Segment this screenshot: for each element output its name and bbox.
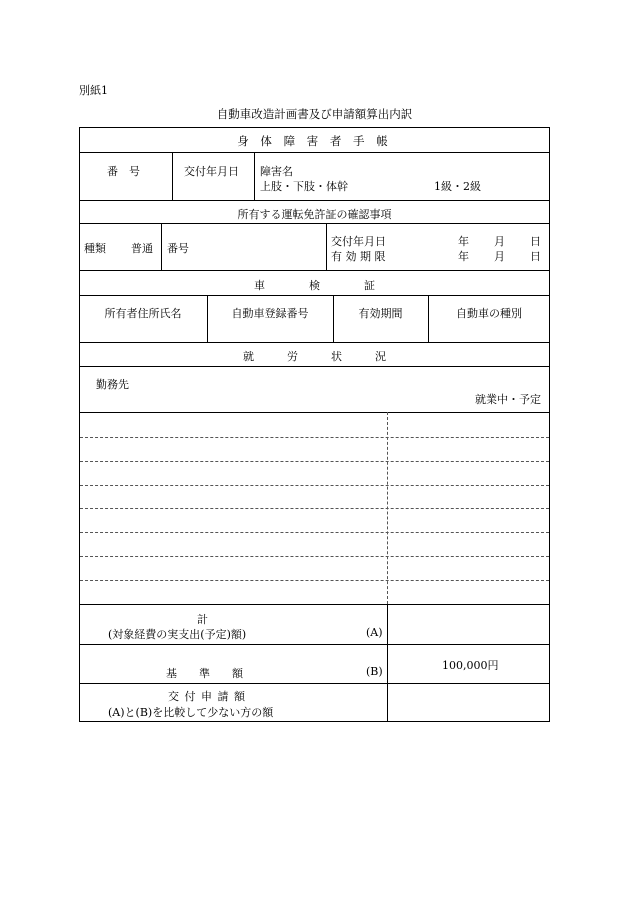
document-title: 自動車改造計画書及び申請額算出内訳 xyxy=(216,107,413,121)
license-type-value: 普通 xyxy=(131,242,153,255)
issue-day-unit: 日 xyxy=(530,235,541,248)
disability-grade: 1級・2級 xyxy=(434,180,481,193)
divider xyxy=(79,366,550,367)
workplace-label: 勤務先 xyxy=(96,378,129,391)
disability-heading: 身 体 障 害 者 手 帳 xyxy=(237,134,392,148)
divider xyxy=(79,683,550,684)
row-line xyxy=(80,508,549,509)
divider xyxy=(387,604,388,722)
divider xyxy=(79,412,550,413)
standard-label: 基 準 額 xyxy=(166,667,243,680)
row-line xyxy=(80,532,549,533)
license-issue-date-label: 交付年月日 xyxy=(331,235,386,248)
owner-label: 所有者住所氏名 xyxy=(104,307,182,320)
divider xyxy=(79,342,550,343)
divider xyxy=(254,152,255,200)
row-line xyxy=(80,485,549,486)
inspection-validity-label: 有効期間 xyxy=(358,307,403,320)
inspection-heading: 車 検 証 xyxy=(254,279,375,292)
divider xyxy=(79,152,550,153)
divider xyxy=(79,270,550,271)
grant-label: 交 付 申 請 額 xyxy=(168,690,246,703)
total-label: 計 xyxy=(197,613,208,626)
divider xyxy=(79,604,550,605)
issue-month-unit: 月 xyxy=(494,235,505,248)
license-type-label: 種類 xyxy=(84,242,106,255)
divider xyxy=(79,295,550,296)
row-line xyxy=(80,461,549,462)
divider xyxy=(161,223,162,270)
license-heading: 所有する運転免許証の確認事項 xyxy=(237,208,392,221)
grant-sub-label: (A)と(B)を比較して少ない方の額 xyxy=(108,706,274,719)
attachment-label: 別紙1 xyxy=(79,84,108,97)
disability-number-label: 番 号 xyxy=(107,165,140,178)
standard-marker: (B) xyxy=(366,665,383,678)
issue-year-unit: 年 xyxy=(458,235,469,248)
employment-heading: 就 労 状 況 xyxy=(243,350,386,363)
disability-types: 上肢・下肢・体幹 xyxy=(260,180,348,193)
divider xyxy=(172,152,173,200)
total-marker: (A) xyxy=(366,626,383,639)
validity-month-unit: 月 xyxy=(494,250,505,263)
row-line xyxy=(80,580,549,581)
divider xyxy=(79,644,550,645)
divider xyxy=(79,223,550,224)
employment-status: 就業中・予定 xyxy=(475,393,541,406)
license-validity-label: 有 効 期 限 xyxy=(331,250,386,263)
total-sub-label: (対象経費の実支出(予定)額) xyxy=(108,628,247,641)
divider xyxy=(326,223,327,270)
row-line xyxy=(80,437,549,438)
validity-year-unit: 年 xyxy=(458,250,469,263)
registration-label: 自動車登録番号 xyxy=(231,307,309,320)
validity-day-unit: 日 xyxy=(530,250,541,263)
license-number-label: 番号 xyxy=(167,242,189,255)
vehicle-type-label: 自動車の種別 xyxy=(456,307,522,320)
divider xyxy=(79,200,550,201)
row-line xyxy=(80,556,549,557)
standard-value: 100,000円 xyxy=(442,659,499,672)
disability-issue-date-label: 交付年月日 xyxy=(184,165,239,178)
disability-name-label: 障害名 xyxy=(260,165,293,178)
